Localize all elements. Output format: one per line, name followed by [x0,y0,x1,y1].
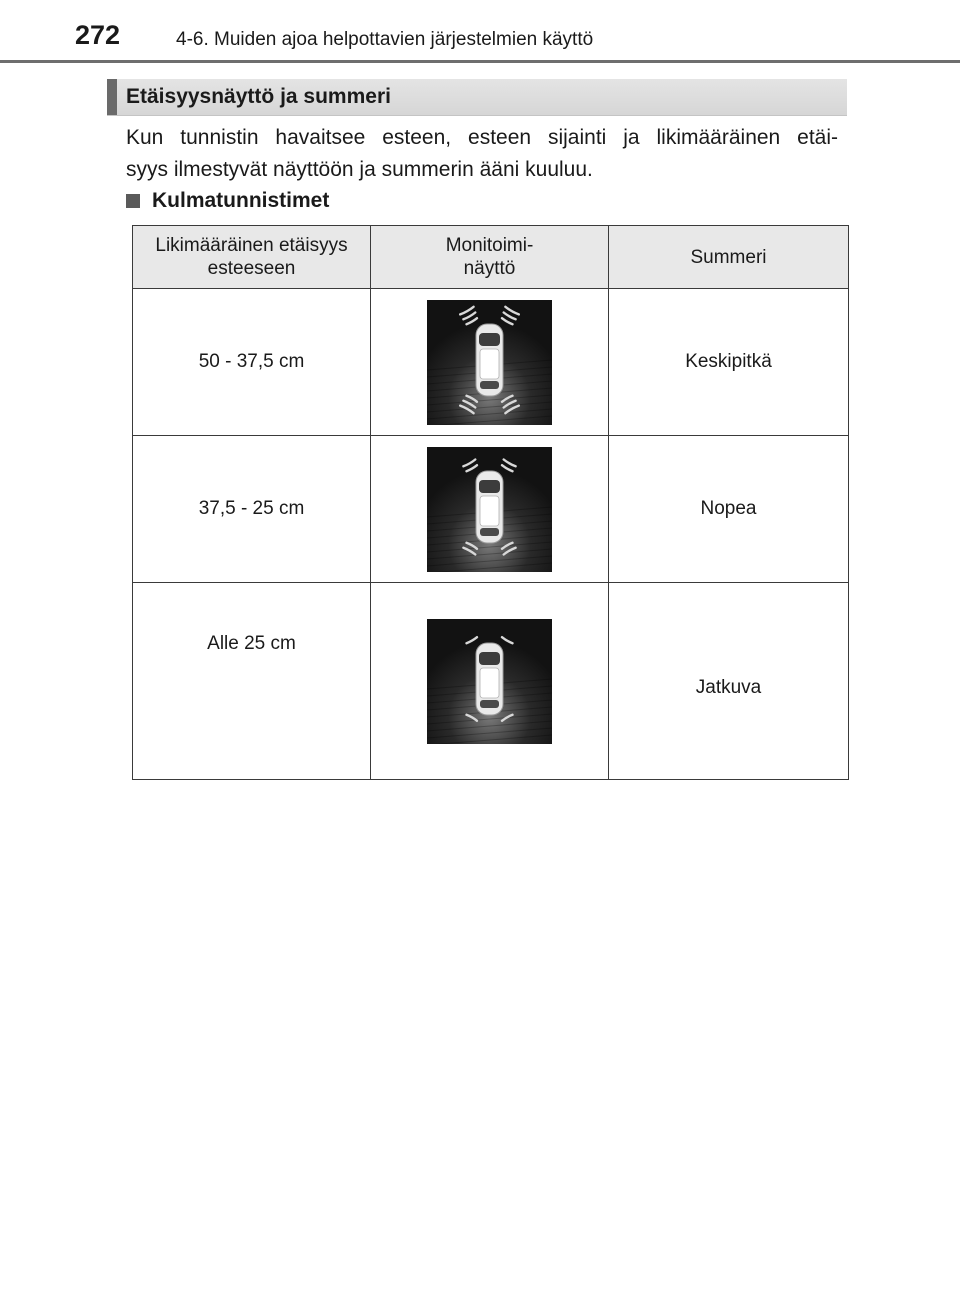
table-row [133,436,849,583]
car-icon [476,643,503,715]
square-bullet-icon [126,194,140,208]
table-row [133,583,849,780]
monitor-cell [371,436,609,583]
header-distance-line2: esteeseen [207,258,296,279]
page-number: 272 [75,20,121,50]
section-title: Etäisyysnäyttö ja summeri [126,85,391,108]
distance-cell: 50 - 37,5 cm [133,289,371,436]
subheading [126,189,329,213]
car-icon [476,324,503,396]
table-row [133,289,849,436]
header-monitor-line2: näyttö [463,258,516,279]
table-header-row [133,226,849,289]
subheading-text: Kulmatunnistimet [152,189,330,212]
header-buzzer: Summeri [609,226,849,289]
monitor-cell [371,289,609,436]
running-head: 4-6. Muiden ajoa helpottavien järjestelmien käyttö [176,29,594,50]
intro-paragraph [126,122,838,186]
distance-cell: 37,5 - 25 cm [133,436,371,583]
distance-table [132,225,849,780]
header-distance-line1: Likimääräinen etäisyys [155,235,348,256]
section-accent [107,79,117,115]
monitor-cell [371,583,609,780]
intro-line-1: Kun tunnistin havaitsee esteen, esteen sijainti ja likimääräinen etäi- [126,126,838,149]
buzzer-cell: Jatkuva [609,583,849,780]
buzzer-cell: Keskipitkä [609,289,849,436]
header-rule [0,60,960,63]
monitor-display-image [427,619,552,744]
header-monitor-line1: Monitoimi- [445,235,534,256]
buzzer-cell: Nopea [609,436,849,583]
distance-cell: Alle 25 cm [133,583,371,780]
monitor-display-image [427,300,552,425]
car-icon [476,471,503,543]
section-heading-bar [107,79,847,116]
header-monitor [371,226,609,289]
header-distance [133,226,371,289]
monitor-display-image [427,447,552,572]
intro-line-2: syys ilmestyvät näyttöön ja summerin ääni kuuluu. [126,158,593,181]
